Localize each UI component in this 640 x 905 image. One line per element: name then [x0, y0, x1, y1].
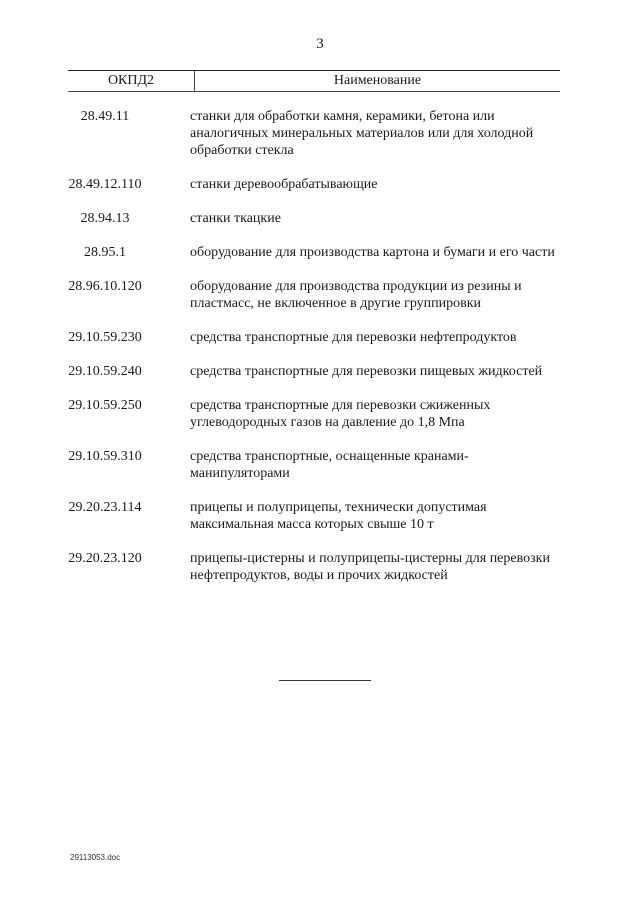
header-top-rule — [68, 70, 560, 71]
row-code: 29.10.59.240 — [68, 364, 142, 379]
page-number: 3 — [316, 36, 324, 52]
table-header — [68, 70, 560, 92]
table-row — [0, 448, 640, 482]
table-row — [0, 244, 640, 261]
row-code: 29.20.23.114 — [68, 500, 142, 515]
table-row — [0, 363, 640, 380]
table-row — [0, 210, 640, 227]
row-name: средства транспортные для перевозки пищевых жидкостей — [190, 364, 543, 379]
row-name: средства транспортные, оснащенные кранами-манипуляторами — [190, 449, 469, 481]
row-code: 28.49.12.110 — [68, 177, 142, 192]
row-code: 28.49.11 — [80, 109, 130, 124]
row-name: станки деревообрабатывающие — [190, 177, 378, 192]
row-code: 28.95.1 — [84, 245, 126, 260]
row-name: прицепы-цистерны и полуприцепы-цистерны для перевозки нефтепродуктов, воды и прочих жидкостей — [190, 551, 550, 583]
table-row — [0, 329, 640, 346]
end-of-list-rule — [279, 680, 371, 681]
table-row — [0, 499, 640, 533]
row-code: 28.94.13 — [80, 211, 130, 226]
row-name: средства транспортные для перевозки нефтепродуктов — [190, 330, 517, 345]
row-name: оборудование для производства картона и бумаги и его части — [190, 245, 555, 260]
row-code: 29.10.59.250 — [68, 398, 142, 413]
column-header-code: ОКПД2 — [107, 73, 155, 88]
header-bottom-rule — [68, 91, 560, 92]
row-name: станки для обработки камня, керамики, бетона или аналогичных минеральных материалов или для холодной обработки стекла — [190, 109, 534, 158]
row-name: прицепы и полуприцепы, технически допустимая максимальная масса которых свыше 10 т — [190, 500, 487, 532]
column-header-name: Наименование — [333, 73, 422, 88]
row-name: станки ткацкие — [190, 211, 281, 226]
row-code: 29.20.23.120 — [68, 551, 142, 566]
table-row — [0, 108, 640, 159]
row-name: оборудование для производства продукции из резины и пластмасс, не включенное в другие группировки — [190, 279, 522, 311]
table-row — [0, 397, 640, 431]
row-code: 29.10.59.230 — [68, 330, 142, 345]
table-row — [0, 176, 640, 193]
table-body — [0, 108, 640, 601]
row-code: 29.10.59.310 — [68, 449, 142, 464]
table-row — [0, 278, 640, 312]
table-row — [0, 550, 640, 584]
row-name: средства транспортные для перевозки сжиженных углеводородных газов на давление до 1,8 Мпа — [190, 398, 491, 430]
document-id: 29113053.doc — [70, 853, 121, 862]
row-code: 28.96.10.120 — [68, 279, 142, 294]
